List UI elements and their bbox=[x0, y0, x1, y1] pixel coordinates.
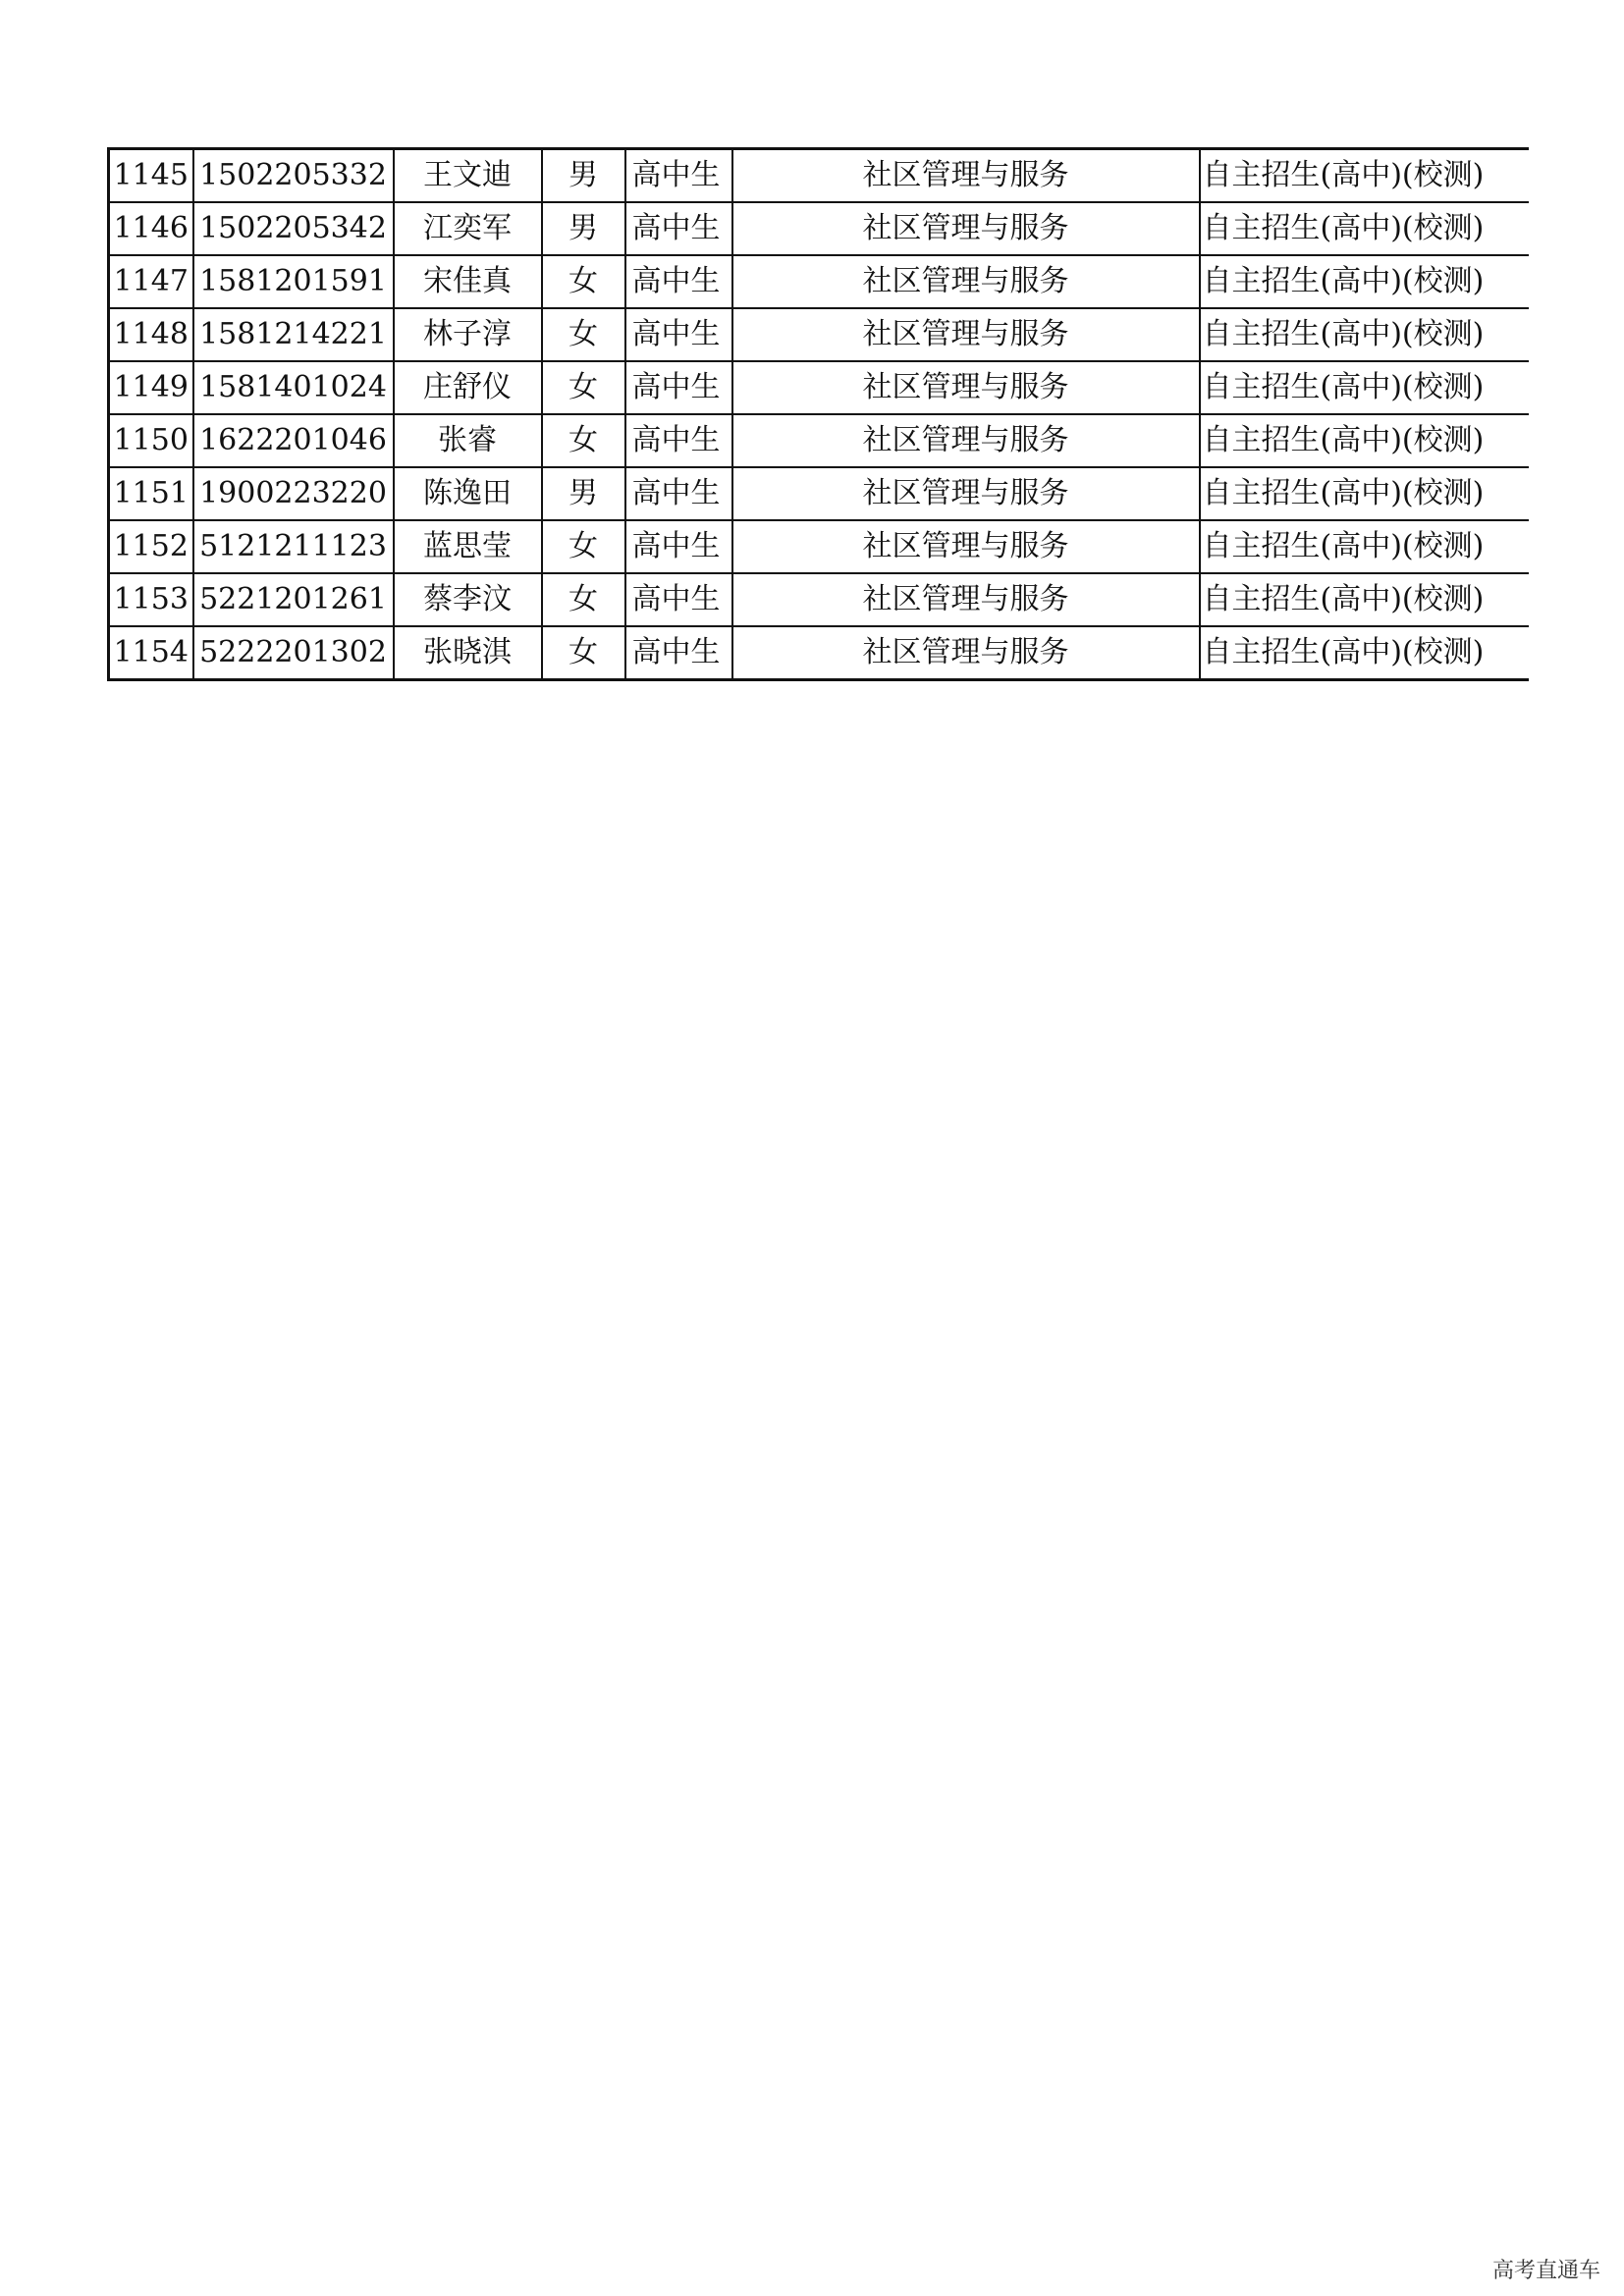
row-sex: 女 bbox=[542, 520, 625, 573]
row-type: 高中生 bbox=[625, 520, 732, 573]
row-type: 高中生 bbox=[625, 467, 732, 520]
table-row bbox=[109, 626, 1529, 680]
row-name: 陈逸田 bbox=[394, 467, 542, 520]
row-sex: 男 bbox=[542, 202, 625, 255]
row-seq: 1145 bbox=[109, 149, 193, 203]
row-name: 张晓淇 bbox=[394, 626, 542, 680]
table-row bbox=[109, 149, 1529, 203]
row-type: 高中生 bbox=[625, 626, 732, 680]
row-name: 王文迪 bbox=[394, 149, 542, 203]
row-seq: 1152 bbox=[109, 520, 193, 573]
row-batch: 自主招生(高中)(校测) bbox=[1200, 308, 1529, 361]
table-row bbox=[109, 308, 1529, 361]
row-type: 高中生 bbox=[625, 414, 732, 467]
row-major: 社区管理与服务 bbox=[732, 149, 1200, 203]
row-batch: 自主招生(高中)(校测) bbox=[1200, 361, 1529, 414]
row-batch: 自主招生(高中)(校测) bbox=[1200, 573, 1529, 626]
row-batch: 自主招生(高中)(校测) bbox=[1200, 520, 1529, 573]
row-seq: 1151 bbox=[109, 467, 193, 520]
row-id: 5121211123 bbox=[193, 520, 394, 573]
row-name: 蔡李汶 bbox=[394, 573, 542, 626]
row-batch: 自主招生(高中)(校测) bbox=[1200, 414, 1529, 467]
row-sex: 女 bbox=[542, 361, 625, 414]
row-name: 江奕军 bbox=[394, 202, 542, 255]
table-row bbox=[109, 520, 1529, 573]
row-id: 1581201591 bbox=[193, 255, 394, 308]
table-row bbox=[109, 361, 1529, 414]
row-sex: 女 bbox=[542, 308, 625, 361]
row-sex: 女 bbox=[542, 573, 625, 626]
row-id: 1581401024 bbox=[193, 361, 394, 414]
row-name: 张睿 bbox=[394, 414, 542, 467]
row-type: 高中生 bbox=[625, 255, 732, 308]
table-row bbox=[109, 573, 1529, 626]
row-major: 社区管理与服务 bbox=[732, 361, 1200, 414]
row-name: 庄舒仪 bbox=[394, 361, 542, 414]
row-sex: 女 bbox=[542, 255, 625, 308]
row-id: 1502205332 bbox=[193, 149, 394, 203]
row-type: 高中生 bbox=[625, 573, 732, 626]
table-row bbox=[109, 467, 1529, 520]
row-seq: 1147 bbox=[109, 255, 193, 308]
row-batch: 自主招生(高中)(校测) bbox=[1200, 202, 1529, 255]
row-major: 社区管理与服务 bbox=[732, 202, 1200, 255]
row-type: 高中生 bbox=[625, 202, 732, 255]
row-major: 社区管理与服务 bbox=[732, 467, 1200, 520]
row-major: 社区管理与服务 bbox=[732, 573, 1200, 626]
row-id: 5222201302 bbox=[193, 626, 394, 680]
row-major: 社区管理与服务 bbox=[732, 255, 1200, 308]
row-id: 1502205342 bbox=[193, 202, 394, 255]
row-id: 1900223220 bbox=[193, 467, 394, 520]
footer-watermark: 高考直通车 bbox=[1491, 2259, 1600, 2283]
row-sex: 女 bbox=[542, 626, 625, 680]
table-row bbox=[109, 202, 1529, 255]
table-row bbox=[109, 255, 1529, 308]
row-sex: 男 bbox=[542, 467, 625, 520]
row-seq: 1150 bbox=[109, 414, 193, 467]
row-id: 1581214221 bbox=[193, 308, 394, 361]
row-id: 5221201261 bbox=[193, 573, 394, 626]
row-major: 社区管理与服务 bbox=[732, 520, 1200, 573]
row-name: 林子淳 bbox=[394, 308, 542, 361]
row-name: 蓝思莹 bbox=[394, 520, 542, 573]
row-sex: 男 bbox=[542, 149, 625, 203]
row-major: 社区管理与服务 bbox=[732, 308, 1200, 361]
row-batch: 自主招生(高中)(校测) bbox=[1200, 626, 1529, 680]
row-major: 社区管理与服务 bbox=[732, 626, 1200, 680]
row-batch: 自主招生(高中)(校测) bbox=[1200, 149, 1529, 203]
row-name: 宋佳真 bbox=[394, 255, 542, 308]
row-seq: 1148 bbox=[109, 308, 193, 361]
row-seq: 1154 bbox=[109, 626, 193, 680]
row-batch: 自主招生(高中)(校测) bbox=[1200, 255, 1529, 308]
row-type: 高中生 bbox=[625, 361, 732, 414]
row-major: 社区管理与服务 bbox=[732, 414, 1200, 467]
row-batch: 自主招生(高中)(校测) bbox=[1200, 467, 1529, 520]
row-sex: 女 bbox=[542, 414, 625, 467]
row-seq: 1153 bbox=[109, 573, 193, 626]
row-seq: 1149 bbox=[109, 361, 193, 414]
row-seq: 1146 bbox=[109, 202, 193, 255]
row-id: 1622201046 bbox=[193, 414, 394, 467]
admission-table bbox=[107, 147, 1529, 681]
row-type: 高中生 bbox=[625, 308, 732, 361]
table-row bbox=[109, 414, 1529, 467]
row-type: 高中生 bbox=[625, 149, 732, 203]
